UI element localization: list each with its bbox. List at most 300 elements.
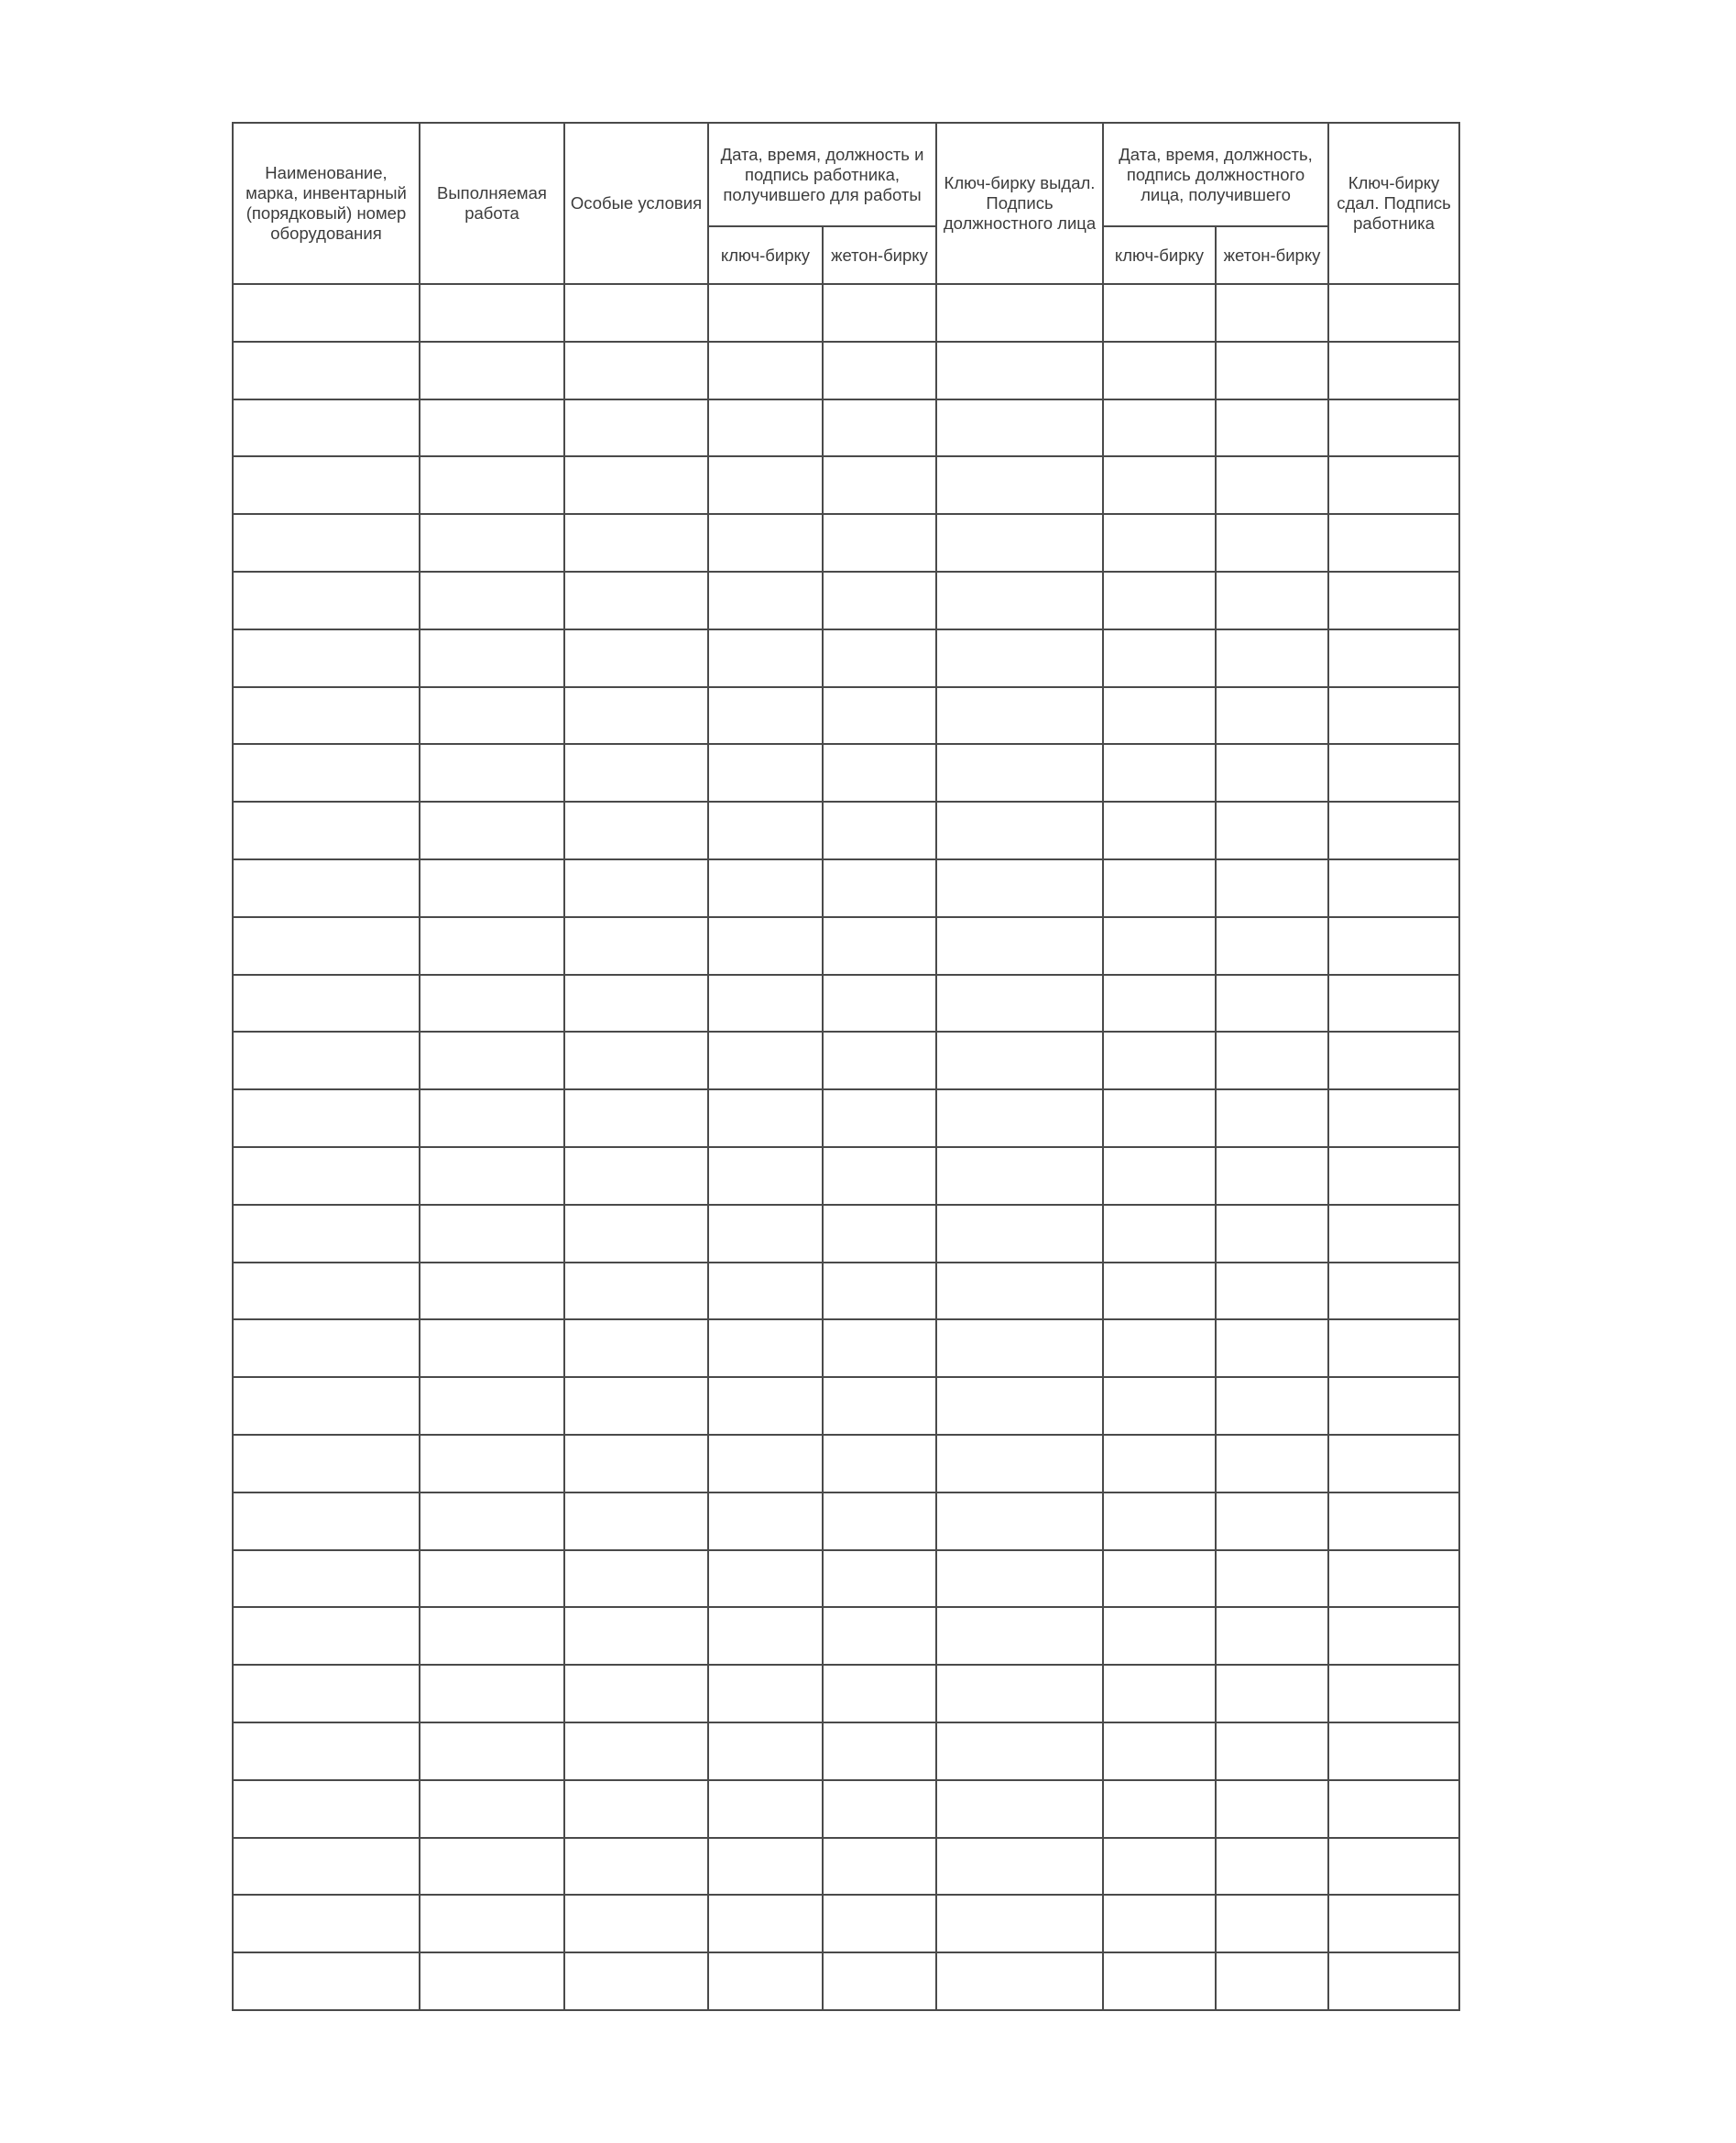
table-cell[interactable] xyxy=(1216,1550,1328,1608)
table-cell[interactable] xyxy=(420,1205,564,1263)
table-cell[interactable] xyxy=(936,629,1103,687)
col-header-official-token-tag: жетон-бирку xyxy=(1216,226,1328,284)
table-cell[interactable] xyxy=(936,1377,1103,1435)
table-cell[interactable] xyxy=(1216,1319,1328,1377)
table-cell[interactable] xyxy=(1103,1435,1216,1492)
table-cell[interactable] xyxy=(420,744,564,802)
table-cell[interactable] xyxy=(708,1550,823,1608)
table-row xyxy=(233,1205,1459,1263)
table-cell[interactable] xyxy=(233,1319,420,1377)
table-cell[interactable] xyxy=(1216,1263,1328,1320)
table-cell[interactable] xyxy=(564,572,708,629)
table-cell[interactable] xyxy=(420,456,564,514)
table-cell[interactable] xyxy=(936,1319,1103,1377)
table-row xyxy=(233,1550,1459,1608)
table-row xyxy=(233,1722,1459,1780)
table-cell[interactable] xyxy=(1103,1377,1216,1435)
table-row xyxy=(233,284,1459,342)
table-cell[interactable] xyxy=(564,456,708,514)
table-cell[interactable] xyxy=(1328,1722,1459,1780)
table-cell[interactable] xyxy=(936,1952,1103,2010)
table-cell[interactable] xyxy=(1328,1780,1459,1838)
table-cell[interactable] xyxy=(564,1952,708,2010)
table-cell[interactable] xyxy=(1103,1032,1216,1089)
table-cell[interactable] xyxy=(708,1435,823,1492)
table-row xyxy=(233,1492,1459,1550)
table-cell[interactable] xyxy=(823,1895,936,1952)
table-cell[interactable] xyxy=(1103,1550,1216,1608)
table-cell[interactable] xyxy=(823,456,936,514)
table-cell[interactable] xyxy=(233,1089,420,1147)
table-cell[interactable] xyxy=(823,1263,936,1320)
table-cell[interactable] xyxy=(1216,456,1328,514)
table-cell[interactable] xyxy=(1216,629,1328,687)
table-cell[interactable] xyxy=(233,342,420,399)
table-header xyxy=(233,123,1459,284)
table-cell[interactable] xyxy=(564,1838,708,1896)
header-row-1 xyxy=(233,123,1459,226)
table-row xyxy=(233,802,1459,859)
table-cell[interactable] xyxy=(1216,802,1328,859)
table-cell[interactable] xyxy=(936,1722,1103,1780)
table-cell[interactable] xyxy=(823,1032,936,1089)
table-cell[interactable] xyxy=(1328,1838,1459,1896)
table-cell[interactable] xyxy=(420,1952,564,2010)
table-cell[interactable] xyxy=(1328,342,1459,399)
table-cell[interactable] xyxy=(708,1492,823,1550)
table-cell[interactable] xyxy=(936,1607,1103,1665)
table-cell[interactable] xyxy=(1328,1319,1459,1377)
table-cell[interactable] xyxy=(936,687,1103,745)
table-cell[interactable] xyxy=(708,342,823,399)
table-cell[interactable] xyxy=(708,917,823,975)
table-cell[interactable] xyxy=(708,802,823,859)
table-cell[interactable] xyxy=(233,399,420,457)
table-cell[interactable] xyxy=(708,514,823,572)
table-cell[interactable] xyxy=(1216,284,1328,342)
table-cell[interactable] xyxy=(1103,1780,1216,1838)
table-cell[interactable] xyxy=(823,572,936,629)
table-cell[interactable] xyxy=(233,1952,420,2010)
table-cell[interactable] xyxy=(1216,1780,1328,1838)
table-cell[interactable] xyxy=(233,1895,420,1952)
table-cell[interactable] xyxy=(420,859,564,917)
table-cell[interactable] xyxy=(708,975,823,1033)
table-cell[interactable] xyxy=(708,572,823,629)
table-cell[interactable] xyxy=(708,1263,823,1320)
table-cell[interactable] xyxy=(233,1435,420,1492)
table-cell[interactable] xyxy=(1328,1377,1459,1435)
table-row xyxy=(233,399,1459,457)
table-cell[interactable] xyxy=(1103,284,1216,342)
table-cell[interactable] xyxy=(420,1550,564,1608)
table-cell[interactable] xyxy=(1103,342,1216,399)
table-cell[interactable] xyxy=(1103,1895,1216,1952)
table-cell[interactable] xyxy=(936,802,1103,859)
table-cell[interactable] xyxy=(1103,1492,1216,1550)
table-row xyxy=(233,917,1459,975)
table-cell[interactable] xyxy=(1328,917,1459,975)
table-cell[interactable] xyxy=(564,629,708,687)
col-header-work: Выполняемая работа xyxy=(420,123,564,284)
table-cell[interactable] xyxy=(1328,687,1459,745)
table-cell[interactable] xyxy=(936,1205,1103,1263)
col-header-received-key-tag: ключ-бирку xyxy=(708,226,823,284)
table-cell[interactable] xyxy=(420,1147,564,1205)
table-cell[interactable] xyxy=(564,1607,708,1665)
table-cell[interactable] xyxy=(1103,1147,1216,1205)
table-cell[interactable] xyxy=(1103,1665,1216,1722)
table-cell[interactable] xyxy=(1328,1205,1459,1263)
table-cell[interactable] xyxy=(1103,1319,1216,1377)
table-cell[interactable] xyxy=(564,1665,708,1722)
table-cell[interactable] xyxy=(823,859,936,917)
table-cell[interactable] xyxy=(564,284,708,342)
table-cell[interactable] xyxy=(708,629,823,687)
table-cell[interactable] xyxy=(1328,514,1459,572)
table-cell[interactable] xyxy=(564,1780,708,1838)
table-cell[interactable] xyxy=(936,975,1103,1033)
table-cell[interactable] xyxy=(1328,1032,1459,1089)
table-cell[interactable] xyxy=(233,802,420,859)
table-row xyxy=(233,859,1459,917)
table-cell[interactable] xyxy=(1216,514,1328,572)
table-cell[interactable] xyxy=(708,456,823,514)
table-cell[interactable] xyxy=(936,1263,1103,1320)
table-cell[interactable] xyxy=(1328,975,1459,1033)
table-cell[interactable] xyxy=(1103,1952,1216,2010)
table-cell[interactable] xyxy=(564,1377,708,1435)
table-cell[interactable] xyxy=(1216,1377,1328,1435)
table-cell[interactable] xyxy=(1216,1722,1328,1780)
table-cell[interactable] xyxy=(823,1319,936,1377)
table-cell[interactable] xyxy=(233,1838,420,1896)
table-cell[interactable] xyxy=(708,1147,823,1205)
table-cell[interactable] xyxy=(708,1780,823,1838)
table-cell[interactable] xyxy=(564,917,708,975)
table-cell[interactable] xyxy=(1103,687,1216,745)
table-cell[interactable] xyxy=(1328,1435,1459,1492)
table-row xyxy=(233,744,1459,802)
table-cell[interactable] xyxy=(708,1838,823,1896)
table-cell[interactable] xyxy=(1328,744,1459,802)
table-row xyxy=(233,1780,1459,1838)
table-cell[interactable] xyxy=(233,1607,420,1665)
table-cell[interactable] xyxy=(420,1722,564,1780)
table-cell[interactable] xyxy=(420,284,564,342)
table-cell[interactable] xyxy=(420,1665,564,1722)
table-cell[interactable] xyxy=(1328,572,1459,629)
table-cell[interactable] xyxy=(823,1205,936,1263)
table-cell[interactable] xyxy=(564,687,708,745)
table-cell[interactable] xyxy=(420,1780,564,1838)
table-cell[interactable] xyxy=(936,1780,1103,1838)
table-row xyxy=(233,1838,1459,1896)
table-cell[interactable] xyxy=(420,1032,564,1089)
table-cell[interactable] xyxy=(1216,975,1328,1033)
table-cell[interactable] xyxy=(1216,1838,1328,1896)
table-cell[interactable] xyxy=(420,399,564,457)
table-cell[interactable] xyxy=(1103,859,1216,917)
table-cell[interactable] xyxy=(823,1089,936,1147)
table-cell[interactable] xyxy=(420,1377,564,1435)
table-cell[interactable] xyxy=(1328,1263,1459,1320)
table-cell[interactable] xyxy=(1103,1722,1216,1780)
table-cell[interactable] xyxy=(420,687,564,745)
table-cell[interactable] xyxy=(564,1032,708,1089)
table-cell[interactable] xyxy=(1328,1089,1459,1147)
table-cell[interactable] xyxy=(823,1377,936,1435)
table-row xyxy=(233,342,1459,399)
table-row xyxy=(233,456,1459,514)
table-cell[interactable] xyxy=(708,744,823,802)
table-cell[interactable] xyxy=(708,1089,823,1147)
table-cell[interactable] xyxy=(1216,572,1328,629)
table-cell[interactable] xyxy=(823,1780,936,1838)
table-row xyxy=(233,572,1459,629)
table-row xyxy=(233,1089,1459,1147)
table-cell[interactable] xyxy=(1216,1607,1328,1665)
table-cell[interactable] xyxy=(1216,859,1328,917)
table-cell[interactable] xyxy=(1103,802,1216,859)
table-cell[interactable] xyxy=(233,629,420,687)
table-cell[interactable] xyxy=(1328,1665,1459,1722)
table-cell[interactable] xyxy=(564,1492,708,1550)
table-cell[interactable] xyxy=(936,744,1103,802)
table-cell[interactable] xyxy=(233,744,420,802)
table-cell[interactable] xyxy=(1103,514,1216,572)
table-cell[interactable] xyxy=(233,1550,420,1608)
table-cell[interactable] xyxy=(708,1032,823,1089)
table-cell[interactable] xyxy=(1216,1147,1328,1205)
table-cell[interactable] xyxy=(936,1665,1103,1722)
table-cell[interactable] xyxy=(1328,1492,1459,1550)
table-cell[interactable] xyxy=(564,975,708,1033)
table-cell[interactable] xyxy=(1216,917,1328,975)
table-cell[interactable] xyxy=(1328,1952,1459,2010)
table-cell[interactable] xyxy=(420,917,564,975)
table-cell[interactable] xyxy=(233,1665,420,1722)
table-cell[interactable] xyxy=(1328,456,1459,514)
table-cell[interactable] xyxy=(420,1263,564,1320)
table-cell[interactable] xyxy=(823,917,936,975)
table-cell[interactable] xyxy=(1328,859,1459,917)
table-row xyxy=(233,514,1459,572)
table-cell[interactable] xyxy=(1103,1205,1216,1263)
table-cell[interactable] xyxy=(564,1205,708,1263)
table-cell[interactable] xyxy=(233,572,420,629)
table-cell[interactable] xyxy=(936,1550,1103,1608)
table-cell[interactable] xyxy=(708,687,823,745)
table-cell[interactable] xyxy=(1103,975,1216,1033)
table-cell[interactable] xyxy=(564,744,708,802)
table-cell[interactable] xyxy=(936,456,1103,514)
table-cell[interactable] xyxy=(936,342,1103,399)
table-cell[interactable] xyxy=(420,975,564,1033)
table-cell[interactable] xyxy=(233,917,420,975)
table-cell[interactable] xyxy=(823,1492,936,1550)
table-cell[interactable] xyxy=(420,1319,564,1377)
table-cell[interactable] xyxy=(233,1147,420,1205)
table-cell[interactable] xyxy=(1103,1607,1216,1665)
table-cell[interactable] xyxy=(1103,629,1216,687)
table-cell[interactable] xyxy=(1216,342,1328,399)
table-cell[interactable] xyxy=(823,514,936,572)
table-cell[interactable] xyxy=(1216,1952,1328,2010)
table-cell[interactable] xyxy=(823,1722,936,1780)
table-cell[interactable] xyxy=(1103,1089,1216,1147)
table-cell[interactable] xyxy=(936,1895,1103,1952)
col-header-received-token-tag: жетон-бирку xyxy=(823,226,936,284)
table-cell[interactable] xyxy=(1328,629,1459,687)
table-cell[interactable] xyxy=(233,1205,420,1263)
table-cell[interactable] xyxy=(1216,744,1328,802)
table-cell[interactable] xyxy=(420,1838,564,1896)
table-cell[interactable] xyxy=(708,1205,823,1263)
table-row xyxy=(233,1377,1459,1435)
table-cell[interactable] xyxy=(708,1377,823,1435)
table-cell[interactable] xyxy=(823,1147,936,1205)
table-cell[interactable] xyxy=(233,456,420,514)
table-cell[interactable] xyxy=(708,1952,823,2010)
table-cell[interactable] xyxy=(1216,1895,1328,1952)
table-cell[interactable] xyxy=(420,1895,564,1952)
table-cell[interactable] xyxy=(1328,802,1459,859)
table-cell[interactable] xyxy=(564,399,708,457)
table-cell[interactable] xyxy=(823,284,936,342)
table-cell[interactable] xyxy=(233,859,420,917)
table-cell[interactable] xyxy=(1216,1032,1328,1089)
table-cell[interactable] xyxy=(708,284,823,342)
table-cell[interactable] xyxy=(936,1032,1103,1089)
table-cell[interactable] xyxy=(708,399,823,457)
table-cell[interactable] xyxy=(1328,1895,1459,1952)
table-cell[interactable] xyxy=(936,1492,1103,1550)
table-cell[interactable] xyxy=(1216,1205,1328,1263)
table-cell[interactable] xyxy=(708,859,823,917)
table-cell[interactable] xyxy=(564,1435,708,1492)
table-cell[interactable] xyxy=(1216,1665,1328,1722)
table-cell[interactable] xyxy=(823,975,936,1033)
table-cell[interactable] xyxy=(233,975,420,1033)
table-cell[interactable] xyxy=(564,1722,708,1780)
table-cell[interactable] xyxy=(936,859,1103,917)
table-cell[interactable] xyxy=(420,572,564,629)
table-cell[interactable] xyxy=(233,1780,420,1838)
table-cell[interactable] xyxy=(823,1665,936,1722)
table-cell[interactable] xyxy=(564,802,708,859)
table-cell[interactable] xyxy=(936,514,1103,572)
table-cell[interactable] xyxy=(823,1550,936,1608)
table-cell[interactable] xyxy=(823,802,936,859)
table-cell[interactable] xyxy=(233,1492,420,1550)
col-header-official-key-tag: ключ-бирку xyxy=(1103,226,1216,284)
table-cell[interactable] xyxy=(936,917,1103,975)
table-row xyxy=(233,1319,1459,1377)
table-cell[interactable] xyxy=(420,514,564,572)
table-cell[interactable] xyxy=(564,342,708,399)
table-cell[interactable] xyxy=(1103,1838,1216,1896)
table-cell[interactable] xyxy=(1103,1263,1216,1320)
table-cell[interactable] xyxy=(420,342,564,399)
table-cell[interactable] xyxy=(1216,1089,1328,1147)
table-cell[interactable] xyxy=(564,1319,708,1377)
table-cell[interactable] xyxy=(1328,1550,1459,1608)
table-cell[interactable] xyxy=(823,1607,936,1665)
table-cell[interactable] xyxy=(1216,1492,1328,1550)
table-cell[interactable] xyxy=(420,1607,564,1665)
table-cell[interactable] xyxy=(823,1838,936,1896)
table-cell[interactable] xyxy=(564,859,708,917)
table-cell[interactable] xyxy=(1103,456,1216,514)
table-cell[interactable] xyxy=(420,802,564,859)
table-cell[interactable] xyxy=(564,1263,708,1320)
table-cell[interactable] xyxy=(564,1147,708,1205)
table-cell[interactable] xyxy=(823,629,936,687)
table-cell[interactable] xyxy=(936,1435,1103,1492)
table-cell[interactable] xyxy=(233,1377,420,1435)
table-cell[interactable] xyxy=(936,572,1103,629)
table-cell[interactable] xyxy=(1103,917,1216,975)
table-cell[interactable] xyxy=(233,687,420,745)
table-cell[interactable] xyxy=(233,1722,420,1780)
table-cell[interactable] xyxy=(708,1665,823,1722)
table-cell[interactable] xyxy=(823,744,936,802)
table-cell[interactable] xyxy=(1216,1435,1328,1492)
table-cell[interactable] xyxy=(1103,399,1216,457)
table-cell[interactable] xyxy=(708,1319,823,1377)
table-cell[interactable] xyxy=(936,399,1103,457)
table-cell[interactable] xyxy=(1328,284,1459,342)
table-cell[interactable] xyxy=(1216,687,1328,745)
table-cell[interactable] xyxy=(564,1089,708,1147)
table-cell[interactable] xyxy=(1328,1607,1459,1665)
table-cell[interactable] xyxy=(1216,399,1328,457)
table-cell[interactable] xyxy=(564,514,708,572)
table-cell[interactable] xyxy=(1103,572,1216,629)
table-cell[interactable] xyxy=(233,514,420,572)
table-cell[interactable] xyxy=(936,1089,1103,1147)
table-cell[interactable] xyxy=(708,1607,823,1665)
table-cell[interactable] xyxy=(420,1492,564,1550)
table-cell[interactable] xyxy=(564,1895,708,1952)
table-cell[interactable] xyxy=(936,1147,1103,1205)
table-cell[interactable] xyxy=(420,629,564,687)
table-cell[interactable] xyxy=(1328,1147,1459,1205)
table-cell[interactable] xyxy=(564,1550,708,1608)
table-cell[interactable] xyxy=(233,1263,420,1320)
col-header-returned: Ключ-бирку сдал. Подпись работника xyxy=(1328,123,1459,284)
table-cell[interactable] xyxy=(823,1435,936,1492)
table-cell[interactable] xyxy=(823,1952,936,2010)
table-cell[interactable] xyxy=(708,1722,823,1780)
table-row xyxy=(233,1607,1459,1665)
key-tag-journal-table xyxy=(232,122,1460,2011)
col-header-equipment: Наименование, марка, инвентарный (порядковый) номер оборудования xyxy=(233,123,420,284)
table-cell[interactable] xyxy=(233,284,420,342)
table-cell[interactable] xyxy=(823,687,936,745)
table-cell[interactable] xyxy=(233,1032,420,1089)
table-cell[interactable] xyxy=(420,1089,564,1147)
table-cell[interactable] xyxy=(823,342,936,399)
table-cell[interactable] xyxy=(1103,744,1216,802)
table-cell[interactable] xyxy=(1328,399,1459,457)
table-cell[interactable] xyxy=(936,1838,1103,1896)
table-cell[interactable] xyxy=(420,1435,564,1492)
table-cell[interactable] xyxy=(823,399,936,457)
table-cell[interactable] xyxy=(708,1895,823,1952)
table-cell[interactable] xyxy=(936,284,1103,342)
